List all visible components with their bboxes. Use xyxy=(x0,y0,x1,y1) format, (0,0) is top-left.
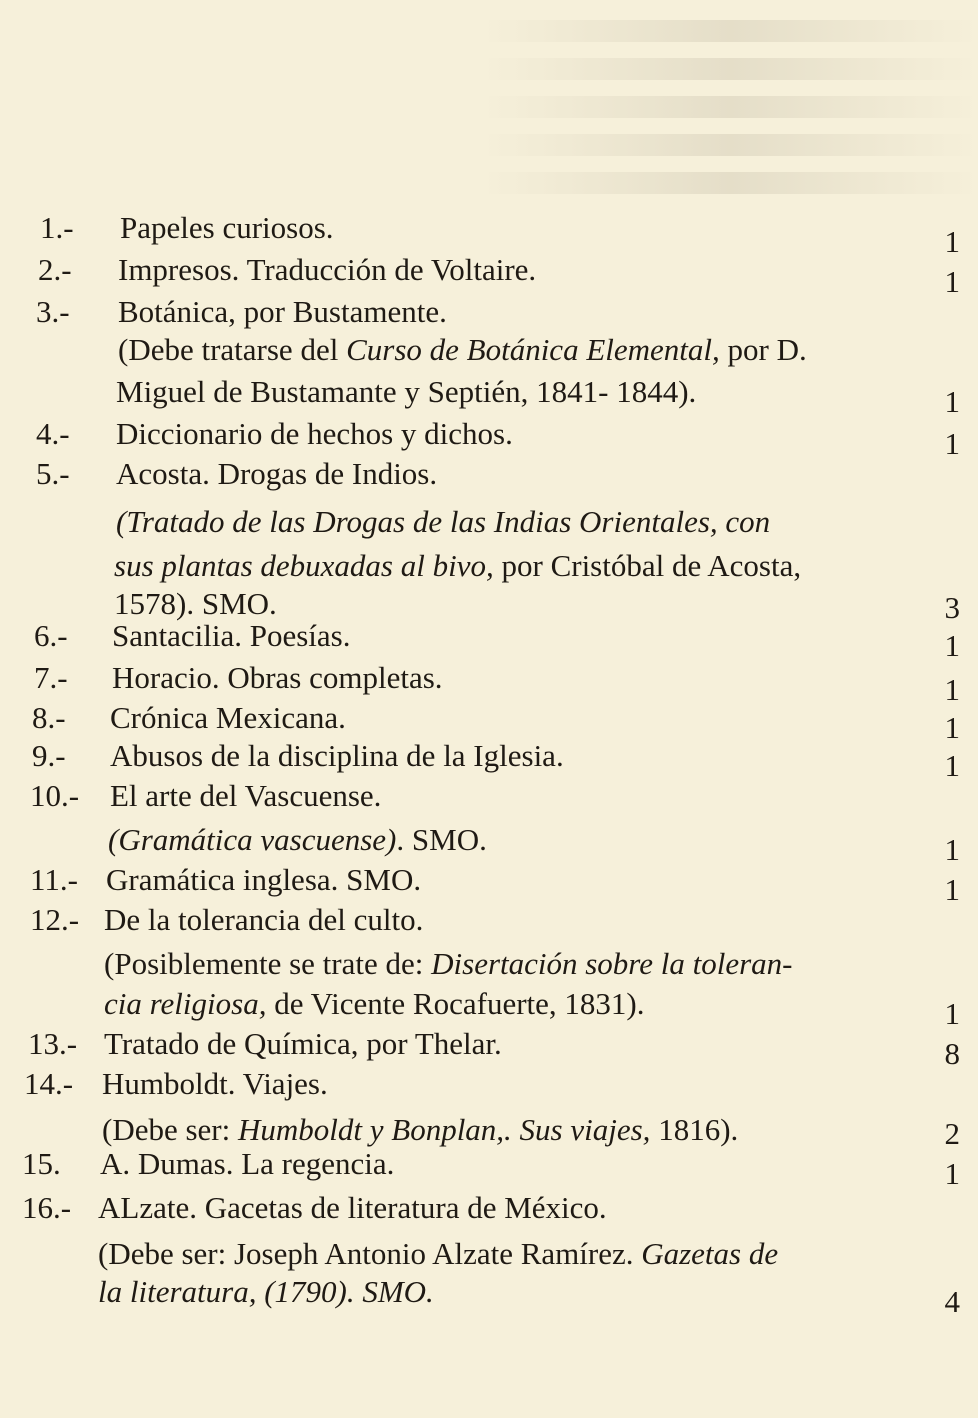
item-number: 8.- xyxy=(32,700,66,735)
item-title: Abusos de la disciplina de la Iglesia. xyxy=(110,738,564,773)
item-number: 13.- xyxy=(28,1026,78,1061)
item-number: 15. xyxy=(22,1146,61,1181)
item-quantity: 1 xyxy=(944,832,960,867)
item-title: El arte del Vascuense. xyxy=(110,778,382,813)
item-note: (Gramática vascuense). SMO. xyxy=(108,822,487,857)
item-quantity: 4 xyxy=(944,1284,960,1319)
item-number: 10.- xyxy=(30,778,80,813)
item-number: 14.- xyxy=(24,1066,74,1101)
item-number: 11.- xyxy=(30,862,78,897)
item-title: Tratado de Química, por Thelar. xyxy=(104,1026,502,1061)
item-note: (Tratado de las Drogas de las Indias Orientales, con xyxy=(116,504,771,539)
item-title: Impresos. Traducción de Voltaire. xyxy=(118,252,537,287)
item-number: 4.- xyxy=(36,416,70,451)
item-quantity: 8 xyxy=(944,1036,960,1071)
item-quantity: 1 xyxy=(944,224,960,259)
item-number: 2.- xyxy=(38,252,72,287)
item-note: (Debe ser: Humboldt y Bonplan,. Sus viajes, 1816). xyxy=(102,1112,739,1147)
item-quantity: 1 xyxy=(944,384,960,419)
item-number: 7.- xyxy=(34,660,68,695)
item-quantity: 1 xyxy=(944,426,960,461)
item-title: Crónica Mexicana. xyxy=(110,700,346,735)
item-number: 9.- xyxy=(32,738,66,773)
item-number: 1.- xyxy=(40,210,74,245)
item-quantity: 1 xyxy=(944,628,960,663)
item-title: A. Dumas. La regencia. xyxy=(100,1146,395,1181)
item-title: Santacilia. Poesías. xyxy=(112,618,351,653)
item-title: Diccionario de hechos y dichos. xyxy=(116,416,513,451)
item-note: (Posiblemente se trate de: Disertación sobre la toleran- xyxy=(104,946,793,981)
item-quantity: 1 xyxy=(944,996,960,1031)
item-quantity: 1 xyxy=(944,748,960,783)
item-number: 6.- xyxy=(34,618,68,653)
item-number: 12.- xyxy=(30,902,80,937)
item-number: 16.- xyxy=(22,1190,72,1225)
item-note: sus plantas debuxadas al bivo, por Cristóbal de Acosta, xyxy=(114,548,802,583)
item-quantity: 1 xyxy=(944,872,960,907)
item-title: ALzate. Gacetas de literatura de México. xyxy=(98,1190,607,1225)
item-note: cia religiosa, de Vicente Rocafuerte, 1831). xyxy=(104,986,645,1021)
item-title: Botánica, por Bustamente. xyxy=(118,294,447,329)
item-number: 3.- xyxy=(36,294,70,329)
item-quantity: 1 xyxy=(944,264,960,299)
item-quantity: 3 xyxy=(944,590,960,625)
item-note: (Debe tratarse del Curso de Botánica Elemental, por D. xyxy=(118,332,807,367)
item-title: Gramática inglesa. SMO. xyxy=(106,862,422,897)
item-note: (Debe ser: Joseph Antonio Alzate Ramírez. Gazetas de xyxy=(98,1236,779,1271)
item-note: Miguel de Bustamante y Septién, 1841- 1844). xyxy=(116,374,697,409)
item-note: 1578). SMO. xyxy=(114,586,277,621)
item-title: Humboldt. Viajes. xyxy=(102,1066,328,1101)
item-title: De la tolerancia del culto. xyxy=(104,902,424,937)
item-quantity: 2 xyxy=(944,1116,960,1151)
item-quantity: 1 xyxy=(944,1156,960,1191)
item-number: 5.- xyxy=(36,456,70,491)
item-note: la literatura, (1790). SMO. xyxy=(98,1274,434,1309)
item-title: Papeles curiosos. xyxy=(120,210,334,245)
item-title: Horacio. Obras completas. xyxy=(112,660,443,695)
item-quantity: 1 xyxy=(944,672,960,707)
item-quantity: 1 xyxy=(944,710,960,745)
item-title: Acosta. Drogas de Indios. xyxy=(116,456,438,491)
